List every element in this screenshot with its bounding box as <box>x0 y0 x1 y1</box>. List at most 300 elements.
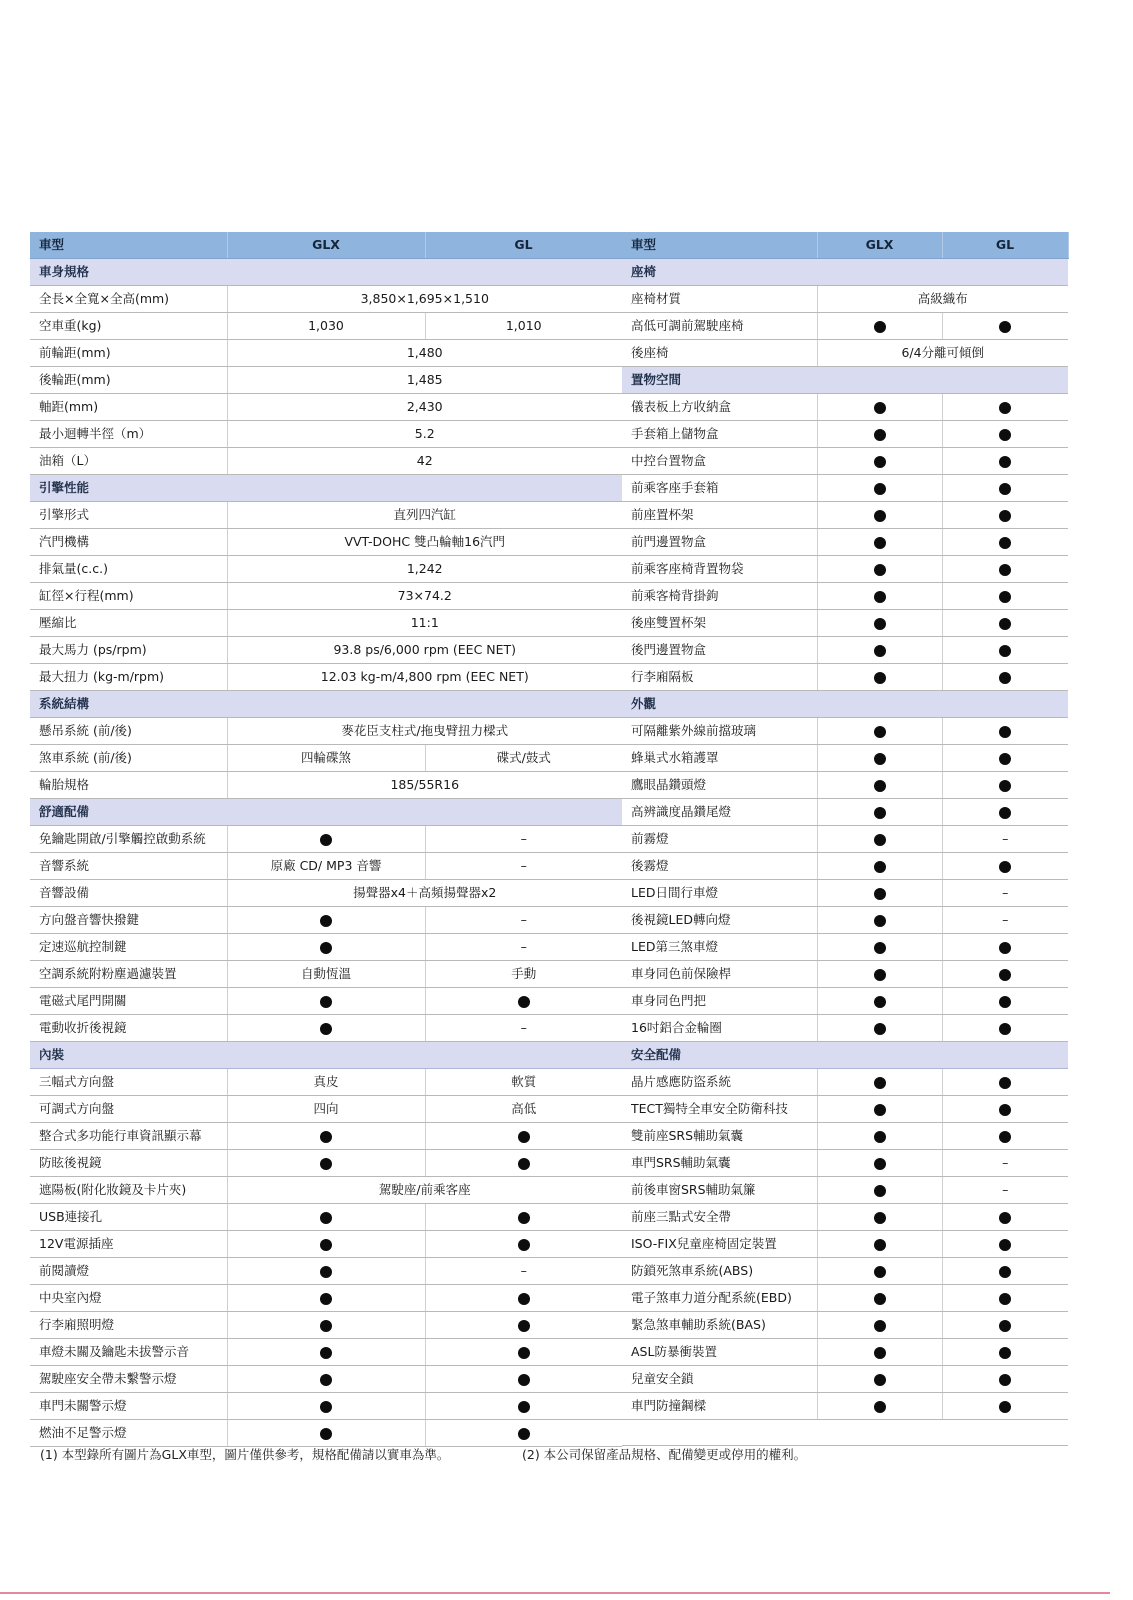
row-value-gl: – <box>942 1150 1068 1177</box>
row-value-gl: 碟式/鼓式 <box>425 745 622 772</box>
row-label: 最小迴轉半徑（m） <box>30 421 227 448</box>
row-label: 電子煞車力道分配系統(EBD) <box>622 1285 817 1312</box>
table-row <box>622 583 1068 610</box>
bullet-dot-icon <box>874 672 886 684</box>
row-value-glx: 1,030 <box>227 313 425 340</box>
bullet-dot-icon <box>874 456 886 468</box>
bullet-dot-icon <box>999 969 1011 981</box>
row-value-glx <box>227 907 425 934</box>
table-row <box>622 961 1068 988</box>
spec-table-left <box>30 232 623 1447</box>
table-row <box>30 1231 622 1258</box>
bullet-dot-icon <box>874 780 886 792</box>
row-value-gl <box>425 1393 622 1420</box>
bullet-dot-icon <box>874 321 886 333</box>
row-value-glx <box>817 1015 942 1042</box>
table-row <box>30 826 622 853</box>
bullet-dot-icon <box>999 618 1011 630</box>
table-row <box>622 1177 1068 1204</box>
spec-table-left-body <box>30 232 622 1447</box>
row-value-merged: 揚聲器x4＋高頻揚聲器x2 <box>227 880 622 907</box>
row-value-glx <box>227 1204 425 1231</box>
row-value-glx: 自動恆溫 <box>227 961 425 988</box>
table-row <box>622 880 1068 907</box>
bullet-dot-icon <box>874 429 886 441</box>
row-label: 鷹眼晶鑽頭燈 <box>622 772 817 799</box>
row-value-glx: 四向 <box>227 1096 425 1123</box>
bullet-dot-icon <box>999 861 1011 873</box>
row-label: 前乘客椅背掛鉤 <box>622 583 817 610</box>
bullet-dot-icon <box>874 1239 886 1251</box>
table-row <box>622 286 1068 313</box>
bullet-dot-icon <box>874 1401 886 1413</box>
bullet-dot-icon <box>320 1347 332 1359</box>
table-row <box>622 529 1068 556</box>
bullet-dot-icon <box>518 1212 530 1224</box>
table-row <box>30 1015 622 1042</box>
row-value-glx <box>817 1231 942 1258</box>
bullet-dot-icon <box>874 537 886 549</box>
row-value-merged: 12.03 kg-m/4,800 rpm (EEC NET) <box>227 664 622 691</box>
bullet-dot-icon <box>874 915 886 927</box>
row-value-merged: 42 <box>227 448 622 475</box>
table-row <box>30 988 622 1015</box>
table-row <box>30 502 622 529</box>
bullet-dot-icon <box>518 1428 530 1440</box>
row-label: 兒童安全鎖 <box>622 1366 817 1393</box>
bullet-dot-icon <box>999 1212 1011 1224</box>
row-label: 煞車系統 (前/後) <box>30 745 227 772</box>
row-value-gl <box>942 394 1068 421</box>
row-label: 前後車窗SRS輔助氣簾 <box>622 1177 817 1204</box>
bullet-dot-icon <box>999 1374 1011 1386</box>
bullet-dot-icon <box>999 1104 1011 1116</box>
table-row <box>622 502 1068 529</box>
row-value-glx <box>817 772 942 799</box>
bullet-dot-icon <box>518 1131 530 1143</box>
section-header-row <box>30 1042 622 1069</box>
bullet-dot-icon <box>874 1293 886 1305</box>
row-value-gl <box>425 1339 622 1366</box>
row-label: 電磁式尾門開關 <box>30 988 227 1015</box>
table-row <box>622 1015 1068 1042</box>
row-value-glx <box>227 1258 425 1285</box>
row-value-gl <box>942 1015 1068 1042</box>
table-row <box>622 1393 1068 1420</box>
section-title: 座椅 <box>622 259 1068 286</box>
table-row <box>622 799 1068 826</box>
table-row <box>30 394 622 421</box>
row-value-glx <box>817 799 942 826</box>
bullet-dot-icon <box>999 1023 1011 1035</box>
row-label: 車身同色門把 <box>622 988 817 1015</box>
bullet-dot-icon <box>874 996 886 1008</box>
table-row <box>622 1204 1068 1231</box>
row-value-gl: 高低 <box>425 1096 622 1123</box>
bullet-dot-icon <box>999 726 1011 738</box>
bullet-dot-icon <box>999 753 1011 765</box>
row-value-gl: 軟質 <box>425 1069 622 1096</box>
row-value-gl <box>942 529 1068 556</box>
bullet-dot-icon <box>999 807 1011 819</box>
row-label: USB連接孔 <box>30 1204 227 1231</box>
row-value-gl <box>425 1366 622 1393</box>
table-row <box>30 340 622 367</box>
row-value-merged: 93.8 ps/6,000 rpm (EEC NET) <box>227 637 622 664</box>
row-label: 最大馬力 (ps/rpm) <box>30 637 227 664</box>
table-row <box>622 664 1068 691</box>
row-label: 最大扭力 (kg-m/rpm) <box>30 664 227 691</box>
bullet-dot-icon <box>999 1077 1011 1089</box>
row-value-glx <box>817 1366 942 1393</box>
bullet-dot-icon <box>874 564 886 576</box>
row-value-glx <box>817 1204 942 1231</box>
table-row <box>622 313 1068 340</box>
row-value-glx <box>817 556 942 583</box>
table-row <box>622 1069 1068 1096</box>
row-value-gl <box>425 1285 622 1312</box>
bullet-dot-icon <box>518 996 530 1008</box>
row-value-gl <box>942 448 1068 475</box>
bullet-dot-icon <box>999 537 1011 549</box>
row-value-merged: 1,242 <box>227 556 622 583</box>
bullet-dot-icon <box>874 753 886 765</box>
bullet-dot-icon <box>999 1320 1011 1332</box>
bullet-dot-icon <box>518 1293 530 1305</box>
bullet-dot-icon <box>999 645 1011 657</box>
table-row <box>622 934 1068 961</box>
table-header-row <box>622 232 1068 259</box>
bullet-dot-icon <box>874 726 886 738</box>
bullet-dot-icon <box>999 1347 1011 1359</box>
section-title: 內裝 <box>30 1042 622 1069</box>
table-row <box>622 1312 1068 1339</box>
empty-cell <box>622 1420 1068 1446</box>
table-row <box>30 637 622 664</box>
section-title: 引擎性能 <box>30 475 622 502</box>
row-label: 行李廂隔板 <box>622 664 817 691</box>
section-title: 安全配備 <box>622 1042 1068 1069</box>
row-value-merged: 麥花臣支柱式/拖曳臂扭力樑式 <box>227 718 622 745</box>
bullet-dot-icon <box>874 510 886 522</box>
row-value-gl <box>942 772 1068 799</box>
section-header-row <box>622 259 1068 286</box>
row-label: 空車重(kg) <box>30 313 227 340</box>
row-value-gl: – <box>425 1015 622 1042</box>
row-label: 引擎形式 <box>30 502 227 529</box>
row-value-gl <box>942 1096 1068 1123</box>
bullet-dot-icon <box>999 591 1011 603</box>
table-row <box>30 1339 622 1366</box>
table-row <box>30 745 622 772</box>
row-value-glx <box>817 934 942 961</box>
row-value-gl <box>942 556 1068 583</box>
row-value-gl: – <box>425 826 622 853</box>
row-value-gl <box>942 1231 1068 1258</box>
row-value-glx <box>227 1393 425 1420</box>
row-value-glx <box>227 1150 425 1177</box>
table-row <box>622 1231 1068 1258</box>
row-label: 音響系統 <box>30 853 227 880</box>
row-value-glx <box>227 1366 425 1393</box>
table-row <box>30 313 622 340</box>
row-label: 遮陽板(附化妝鏡及卡片夾) <box>30 1177 227 1204</box>
table-row <box>622 1366 1068 1393</box>
bullet-dot-icon <box>999 321 1011 333</box>
row-value-gl <box>942 313 1068 340</box>
row-value-glx <box>817 1285 942 1312</box>
table-row <box>622 718 1068 745</box>
table-row <box>30 1393 622 1420</box>
row-value-glx <box>817 745 942 772</box>
row-value-glx <box>817 313 942 340</box>
table-row <box>622 421 1068 448</box>
row-label: 懸吊系統 (前/後) <box>30 718 227 745</box>
row-value-gl <box>942 1204 1068 1231</box>
bullet-dot-icon <box>999 1239 1011 1251</box>
bullet-dot-icon <box>874 1185 886 1197</box>
header-gl: GL <box>942 232 1068 259</box>
bullet-dot-icon <box>518 1347 530 1359</box>
row-value-glx <box>817 988 942 1015</box>
table-row <box>622 772 1068 799</box>
bullet-dot-icon <box>320 1131 332 1143</box>
row-label: 電動收折後視鏡 <box>30 1015 227 1042</box>
row-label: 可調式方向盤 <box>30 1096 227 1123</box>
row-label: 車門防撞鋼樑 <box>622 1393 817 1420</box>
row-label: 蜂巢式水箱護罩 <box>622 745 817 772</box>
row-value-glx <box>227 1015 425 1042</box>
row-value-glx <box>817 1069 942 1096</box>
row-value-glx <box>227 1285 425 1312</box>
row-label: LED日間行車燈 <box>622 880 817 907</box>
bullet-dot-icon <box>874 483 886 495</box>
row-label: 高辨識度晶鑽尾燈 <box>622 799 817 826</box>
table-row <box>30 448 622 475</box>
bullet-dot-icon <box>320 1212 332 1224</box>
row-value-gl: 1,010 <box>425 313 622 340</box>
row-label: 缸徑×行程(mm) <box>30 583 227 610</box>
row-label: 後座雙置杯架 <box>622 610 817 637</box>
bullet-dot-icon <box>874 1347 886 1359</box>
row-value-glx <box>817 475 942 502</box>
row-label: LED第三煞車燈 <box>622 934 817 961</box>
row-label: TECT獨特全車安全防衛科技 <box>622 1096 817 1123</box>
row-value-gl <box>942 1285 1068 1312</box>
row-label: 前乘客座椅背置物袋 <box>622 556 817 583</box>
row-label: 三幅式方向盤 <box>30 1069 227 1096</box>
bullet-dot-icon <box>999 1401 1011 1413</box>
section-title: 系統結構 <box>30 691 622 718</box>
table-row <box>30 610 622 637</box>
bullet-dot-icon <box>518 1401 530 1413</box>
row-value-gl <box>942 961 1068 988</box>
row-value-glx <box>817 394 942 421</box>
row-value-glx: 真皮 <box>227 1069 425 1096</box>
table-row <box>622 1150 1068 1177</box>
bullet-dot-icon <box>874 645 886 657</box>
bullet-dot-icon <box>999 996 1011 1008</box>
bullet-dot-icon <box>999 780 1011 792</box>
bullet-dot-icon <box>874 1023 886 1035</box>
table-row <box>622 1285 1068 1312</box>
bullet-dot-icon <box>320 1266 332 1278</box>
table-row <box>622 556 1068 583</box>
row-label: 防鎖死煞車系統(ABS) <box>622 1258 817 1285</box>
row-label: 免鑰匙開啟/引擎觸控啟動系統 <box>30 826 227 853</box>
section-title: 舒適配備 <box>30 799 622 826</box>
table-row <box>622 1123 1068 1150</box>
table-row <box>30 934 622 961</box>
row-value-glx <box>817 907 942 934</box>
row-value-gl <box>942 1069 1068 1096</box>
row-label: 壓縮比 <box>30 610 227 637</box>
row-value-gl <box>942 1366 1068 1393</box>
bullet-dot-icon <box>874 1266 886 1278</box>
table-row <box>30 772 622 799</box>
table-row <box>622 340 1068 367</box>
table-row <box>30 529 622 556</box>
row-value-gl <box>425 1420 622 1447</box>
bullet-dot-icon <box>874 1158 886 1170</box>
row-label: 定速巡航控制鍵 <box>30 934 227 961</box>
row-value-gl <box>942 718 1068 745</box>
row-value-gl <box>942 988 1068 1015</box>
row-value-merged: 3,850×1,695×1,510 <box>227 286 622 313</box>
bullet-dot-icon <box>999 1266 1011 1278</box>
row-value-glx <box>817 448 942 475</box>
table-row <box>30 421 622 448</box>
row-value-glx <box>227 826 425 853</box>
row-value-gl <box>942 1393 1068 1420</box>
row-value-glx <box>817 664 942 691</box>
row-value-gl <box>942 1312 1068 1339</box>
row-value-merged: 直列四汽缸 <box>227 502 622 529</box>
bullet-dot-icon <box>320 1374 332 1386</box>
row-label: 空調系統附粉塵過濾裝置 <box>30 961 227 988</box>
row-value-merged: 高級織布 <box>817 286 1068 313</box>
row-label: 車門未關警示燈 <box>30 1393 227 1420</box>
row-label: 前閱讀燈 <box>30 1258 227 1285</box>
table-row <box>622 907 1068 934</box>
row-label: 16吋鋁合金輪圈 <box>622 1015 817 1042</box>
row-value-gl: – <box>942 907 1068 934</box>
table-row <box>622 610 1068 637</box>
bullet-dot-icon <box>999 429 1011 441</box>
table-row <box>30 718 622 745</box>
table-row <box>30 853 622 880</box>
header-model-label: 車型 <box>30 232 227 259</box>
bullet-dot-icon <box>999 402 1011 414</box>
bullet-dot-icon <box>518 1374 530 1386</box>
bullet-dot-icon <box>874 1104 886 1116</box>
bullet-dot-icon <box>874 942 886 954</box>
table-row <box>622 448 1068 475</box>
section-header-row <box>30 799 622 826</box>
table-row <box>30 1312 622 1339</box>
row-value-glx <box>227 1123 425 1150</box>
row-label: ASL防暴衝裝置 <box>622 1339 817 1366</box>
row-value-merged: 駕駛座/前乘客座 <box>227 1177 622 1204</box>
bullet-dot-icon <box>874 1212 886 1224</box>
row-value-gl <box>942 745 1068 772</box>
table-row <box>30 880 622 907</box>
section-header-row <box>30 475 622 502</box>
bullet-dot-icon <box>874 618 886 630</box>
bullet-dot-icon <box>999 672 1011 684</box>
section-header-row <box>622 1042 1068 1069</box>
row-label: 前霧燈 <box>622 826 817 853</box>
table-row <box>622 637 1068 664</box>
bullet-dot-icon <box>874 1320 886 1332</box>
row-value-merged: VVT-DOHC 雙凸輪軸16汽門 <box>227 529 622 556</box>
row-value-glx <box>817 502 942 529</box>
table-row <box>622 394 1068 421</box>
bullet-dot-icon <box>320 1239 332 1251</box>
row-label: 後門邊置物盒 <box>622 637 817 664</box>
bottom-divider <box>0 1592 1110 1594</box>
table-row <box>622 1096 1068 1123</box>
table-row <box>622 475 1068 502</box>
row-value-glx <box>817 529 942 556</box>
row-value-gl <box>942 421 1068 448</box>
table-row <box>30 1366 622 1393</box>
bullet-dot-icon <box>874 1374 886 1386</box>
row-value-glx <box>227 988 425 1015</box>
table-row <box>30 1150 622 1177</box>
row-label: 緊急煞車輔助系統(BAS) <box>622 1312 817 1339</box>
row-label: 後霧燈 <box>622 853 817 880</box>
row-label: 油箱（L） <box>30 448 227 475</box>
row-label: 雙前座SRS輔助氣囊 <box>622 1123 817 1150</box>
bullet-dot-icon <box>320 915 332 927</box>
bullet-dot-icon <box>874 861 886 873</box>
row-label: 燃油不足警示燈 <box>30 1420 227 1447</box>
row-label: 前門邊置物盒 <box>622 529 817 556</box>
row-label: 可隔離紫外線前擋玻璃 <box>622 718 817 745</box>
row-value-gl: – <box>425 1258 622 1285</box>
row-label: 行李廂照明燈 <box>30 1312 227 1339</box>
bullet-dot-icon <box>874 969 886 981</box>
row-label: 中央室內燈 <box>30 1285 227 1312</box>
bullet-dot-icon <box>874 1077 886 1089</box>
row-label: 12V電源插座 <box>30 1231 227 1258</box>
row-value-glx <box>817 1393 942 1420</box>
table-row <box>30 907 622 934</box>
row-value-gl <box>425 1204 622 1231</box>
row-label: 方向盤音響快撥鍵 <box>30 907 227 934</box>
bullet-dot-icon <box>874 402 886 414</box>
row-value-glx <box>817 1123 942 1150</box>
row-value-glx <box>817 1096 942 1123</box>
section-title: 外觀 <box>622 691 1068 718</box>
table-row <box>622 826 1068 853</box>
row-label: 整合式多功能行車資訊顯示幕 <box>30 1123 227 1150</box>
header-glx: GLX <box>817 232 942 259</box>
row-label: 手套箱上儲物盒 <box>622 421 817 448</box>
bullet-dot-icon <box>999 510 1011 522</box>
row-value-gl <box>942 1339 1068 1366</box>
row-value-glx <box>817 610 942 637</box>
bullet-dot-icon <box>320 834 332 846</box>
row-value-gl: – <box>942 1177 1068 1204</box>
row-value-glx <box>227 1339 425 1366</box>
table-row <box>30 367 622 394</box>
table-row <box>30 1069 622 1096</box>
table-row <box>30 286 622 313</box>
row-value-merged: 1,480 <box>227 340 622 367</box>
section-title: 置物空間 <box>622 367 1068 394</box>
